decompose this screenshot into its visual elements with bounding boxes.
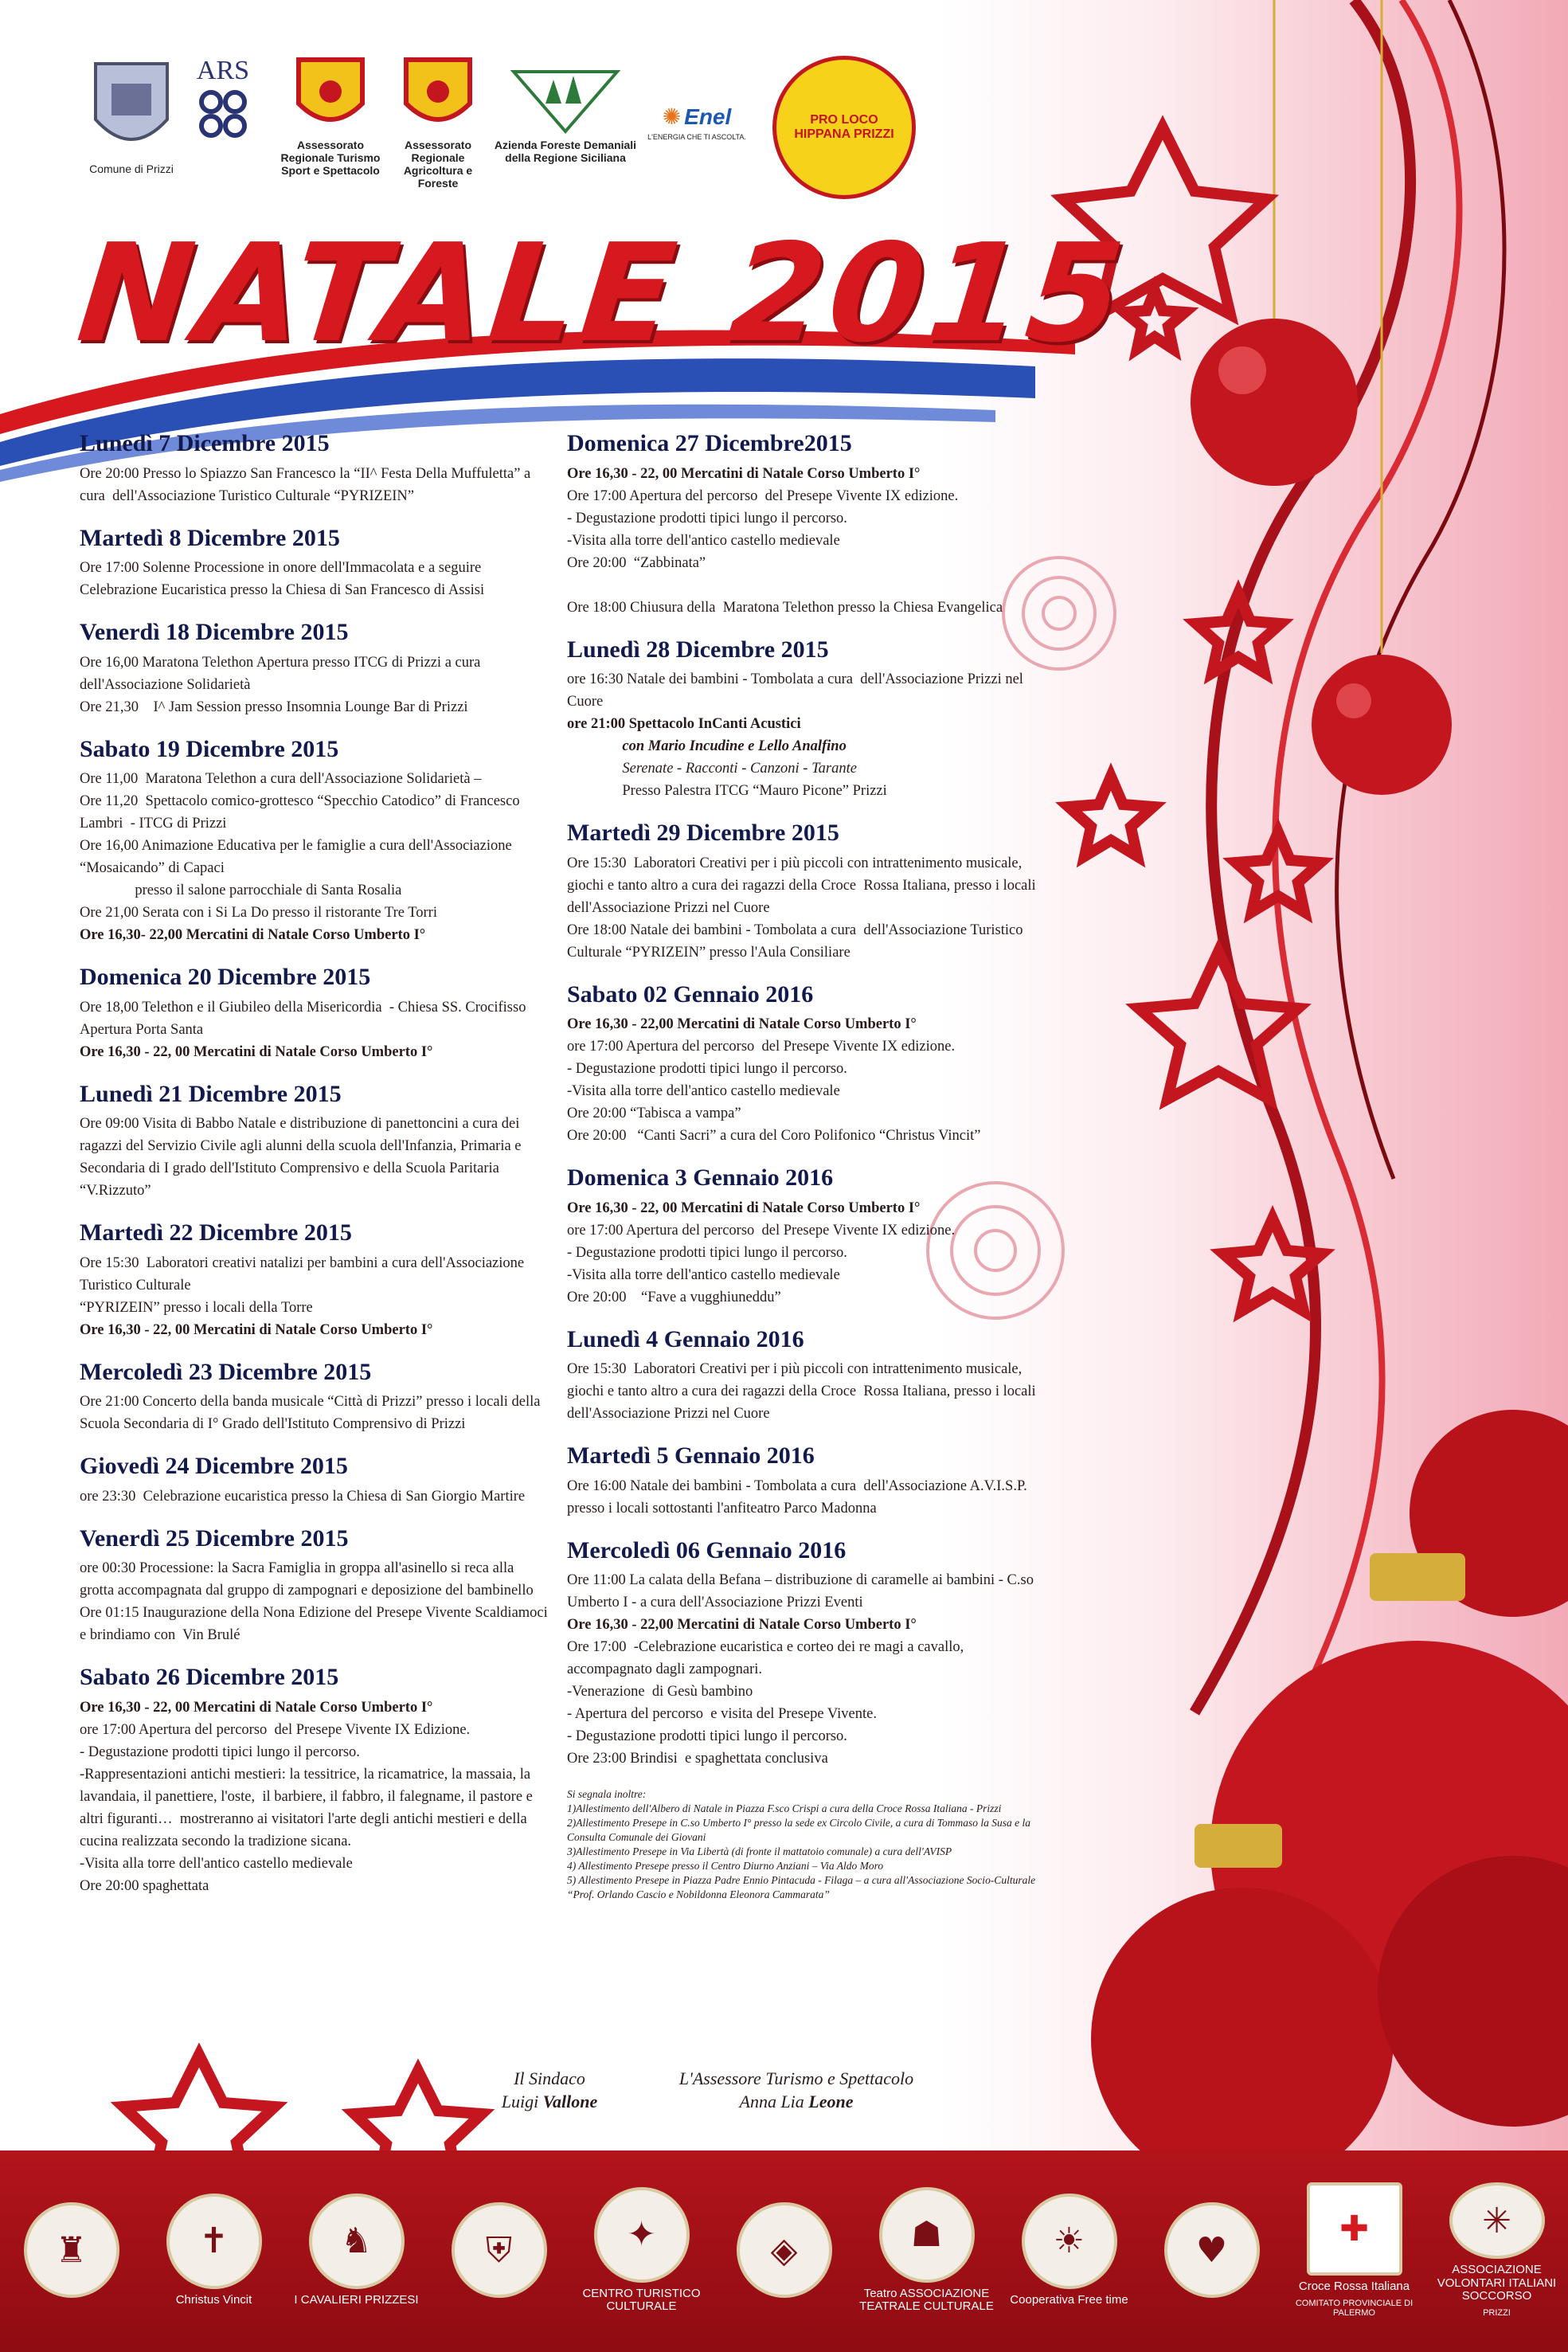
enel-icon: ✺ Enel (662, 104, 732, 130)
day-heading: Lunedì 4 Gennaio 2016 (567, 1325, 804, 1352)
note-item: 2)Allestimento Presepe in C.so Umberto I° presso la sede ex Circolo Civile, a cura di Tommaso la Susa e la Consulta Comunale dei Giovani (567, 1817, 1030, 1843)
event-line: Ore 16,30 - 22, 00 Mercatini di Natale Corso Umberto I° (80, 1321, 433, 1338)
event-line: - Degustazione prodotti tipici lungo il percorso. (567, 510, 847, 526)
event-line: Ore 21,30 I^ Jam Session presso Insomnia Lounge Bar di Prizzi (80, 699, 468, 715)
comune-di-prizzi-logo: Comune di Prizzi (72, 56, 191, 175)
day-block (567, 1326, 1045, 1426)
notes-list (567, 1802, 1045, 1902)
sicily-trinacria-icon (402, 56, 474, 135)
day-heading: Venerdì 18 Dicembre 2015 (80, 619, 349, 645)
event-line: Serenate - Racconti - Canzoni - Tarante (567, 761, 857, 777)
event-line: -Rappresentazioni antichi mestieri: la tessitrice, la ricamatrice, la massaia, la lavandaia, il panettiere, l'oste, il barbiere, il fabbro, il falegname, il pastore e altri figuranti… mostreranno ai visitatori l'arte degli antichi mestieri e della cucina realizzata secondo la tradizione sicana. (80, 1766, 537, 1849)
group-photo-icon: ♜ (24, 2202, 119, 2298)
event-line: Ore 20:00 spaghettata (80, 1877, 209, 1894)
event-line: -Visita alla torre dell'antico castello medievale (567, 532, 840, 549)
day-heading: Sabato 02 Gennaio 2016 (567, 980, 814, 1008)
assessorato-turismo-logo: Assessorato Regionale Turismo Sport e Spettacolo (275, 56, 386, 177)
shield-icon: ⛨ (452, 2202, 547, 2298)
day-heading: Lunedì 21 Dicembre 2015 (80, 1080, 342, 1107)
event-line: Ore 20:00 Presso lo Spiazzo San Francesco la “II^ Festa Della Muffuletta” a cura dell'Associazione Turistico Culturale “PYRIZEIN” (80, 465, 534, 504)
footer-logo (285, 2182, 428, 2318)
enel-logo: ✺ Enel L'ENERGIA CHE TI ASCOLTA. (647, 104, 746, 141)
event-line: Ore 16:00 Natale dei bambini - Tombolata a cura dell'Associazione A.V.I.S.P. presso i locali sottostanti l'anfiteatro Parco Madonna (567, 1477, 1035, 1516)
event-line: ore 21:00 Spettacolo InCanti Acustici (567, 716, 801, 732)
day-block (80, 1664, 549, 1897)
event-line: Ore 17:00 -Celebrazione eucaristica e corteo dei re magi a cavallo, accompagnato dagli zampognari. (567, 1639, 968, 1677)
footer-logo (855, 2182, 998, 2318)
footer-logo-subcaption: COMITATO PROVINCIALE DI PALERMO (1295, 2298, 1414, 2318)
footer-logo-caption: CENTRO TURISTICO CULTURALE (582, 2286, 701, 2313)
day-block (80, 525, 549, 602)
horse-icon: ♞ (309, 2194, 405, 2289)
event-line: -Visita alla torre dell'antico castello medievale (567, 1266, 840, 1283)
day-block (80, 619, 549, 718)
day-block (80, 1219, 549, 1341)
footer-logo-subcaption: PRIZZI (1483, 2307, 1511, 2318)
mayor-signature: Il Sindaco Luigi Vallone (501, 2068, 598, 2111)
choir-icon: ✝ (166, 2194, 262, 2289)
event-line: - Degustazione prodotti tipici lungo il percorso. (567, 1061, 847, 1077)
ars-icon: ARS (191, 56, 255, 142)
tourism-icon: ✦ (594, 2187, 690, 2283)
event-line: “PYRIZEIN” presso i locali della Torre (80, 1299, 313, 1316)
footer-logo (570, 2182, 713, 2318)
footer-logo-strip (0, 2182, 1568, 2326)
bauble (1312, 655, 1452, 795)
day-heading: Mercoledì 23 Dicembre 2015 (80, 1358, 372, 1385)
event-line: Ore 20:00 “Canti Sacri” a cura del Coro Polifonico “Christus Vincit” (567, 1128, 981, 1144)
azienda-foreste-logo: Azienda Foreste Demaniali della Regione Siciliana (494, 56, 637, 164)
header-logo-strip (64, 56, 1019, 199)
day-block (567, 820, 1045, 964)
footer-logo (713, 2182, 855, 2318)
event-line: Ore 18:00 Natale dei bambini - Tombolata a cura dell'Associazione Turistico Culturale “PYRIZEIN” presso l'Aula Consiliare (567, 922, 1027, 961)
right-days (567, 430, 1045, 1770)
day-block (80, 736, 549, 947)
footer-logo (0, 2182, 143, 2318)
day-block (80, 1524, 552, 1647)
event-line: Ore 20:00 “Zabbinata” (567, 554, 706, 571)
footer-logo-caption: Croce Rossa Italiana (1298, 2280, 1410, 2294)
event-line: Ore 16,30 - 22, 00 Mercatini di Natale Corso Umberto I° (80, 1699, 433, 1716)
assessor-signature: L'Assessore Turismo e Spettacolo Anna Lia Leone (678, 2068, 914, 2111)
event-line: -Venerazione di Gesù bambino (567, 1684, 753, 1700)
event-line: ore 17:00 Apertura del percorso del Presepe Vivente IX edizione. (567, 1039, 956, 1055)
event-line: Ore 23:00 Brindisi e spaghettata conclusiva (567, 1751, 828, 1767)
day-block (80, 1453, 549, 1508)
day-heading: Venerdì 25 Dicembre 2015 (80, 1524, 349, 1552)
event-line: Ore 09:00 Visita di Babbo Natale e distribuzione di panettoncini a cura dei ragazzi del Servizio Civile agli alunni della scuola dell'Infanzia, Primaria e Secondaria di I grado dell'Istituto Comprensivo e della Scuola Paritaria “V.Rizzuto” (80, 1116, 526, 1199)
event-line: ore 00:30 Processione: la Sacra Famiglia in groppa all'asinello si reca alla grotta accompagnata dal gruppo di zampognari e deposizione del bambinello (80, 1560, 534, 1599)
day-heading: Martedì 22 Dicembre 2015 (80, 1219, 352, 1246)
notes-heading: Si segnala inoltre: (567, 1788, 647, 1800)
event-line: Ore 16,30 - 22,00 Mercatini di Natale Corso Umberto I° (567, 1617, 917, 1633)
day-heading: Martedì 8 Dicembre 2015 (80, 524, 340, 551)
day-heading: Giovedì 24 Dicembre 2015 (80, 1453, 348, 1479)
event-line: Ore 16,00 Maratona Telethon Apertura presso ITCG di Prizzi a cura dell'Associazione Solidarietà (80, 654, 484, 693)
pro-loco-icon: PRO LOCO HIPPANA PRIZZI (772, 56, 916, 199)
day-heading: Domenica 3 Gennaio 2016 (567, 1164, 834, 1191)
pro-loco-logo (764, 56, 924, 199)
note-item: 1)Allestimento dell'Albero di Natale in Piazza F.sco Crispi a cura della Croce Rossa Italiana - Prizzi (567, 1802, 1002, 1814)
event-line: Ore 21:00 Concerto della banda musicale “Città di Prizzi” presso i locali della Scuola Secondaria di I° Grado dell'Istituto Comprensivo di Prizzi (80, 1394, 545, 1432)
red-cross-icon: ✚ (1307, 2182, 1402, 2276)
event-line: Ore 16,30 - 22,00 Mercatini di Natale Corso Umberto I° (567, 1016, 917, 1032)
sicily-map-icon: ◈ (737, 2202, 832, 2298)
day-heading: Domenica 27 Dicembre2015 (567, 430, 852, 456)
day-block (80, 964, 549, 1063)
right-event-column (567, 430, 1045, 1902)
note-item: 3)Allestimento Presepe in Via Libertà (di fronte il mattatoio comunale) a cura dell'AVISP (567, 1845, 952, 1857)
event-line: - Degustazione prodotti tipici lungo il percorso. (567, 1244, 847, 1261)
footer-logo (998, 2182, 1140, 2318)
event-line: - Degustazione prodotti tipici lungo il percorso. (567, 1728, 847, 1744)
event-line: Ore 18:00 Chiusura della Maratona Telethon presso la Chiesa Evangelica (567, 599, 1003, 616)
event-line: Ore 20:00 “Fave a vugghiuneddu” (567, 1289, 781, 1305)
day-heading: Martedì 29 Dicembre 2015 (567, 820, 839, 846)
footer-logo (1140, 2182, 1283, 2318)
event-line: Ore 20:00 “Tabisca a vampa” (567, 1106, 741, 1121)
footer-logo (143, 2182, 285, 2318)
event-line: Presso Palestra ITCG “Mauro Picone” Prizzi (567, 783, 887, 799)
heart-icon: ♥ (1164, 2202, 1260, 2298)
event-line: con Mario Incudine e Lello Analfino (567, 738, 847, 754)
event-line: Ore 16,30 - 22, 00 Mercatini di Natale Corso Umberto I° (80, 1043, 433, 1060)
event-line: ore 17:00 Apertura del percorso del Presepe Vivente IX Edizione. (80, 1721, 471, 1738)
bauble (1191, 319, 1358, 486)
event-line: Ore 11,20 Spettacolo comico-grottesco “Specchio Catodico” di Francesco Lambri - ITCG di Prizzi (80, 793, 524, 832)
event-line: Ore 18,00 Telethon e il Giubileo della Misericordia - Chiesa SS. Crocifisso Apertura Porta Santa (80, 999, 530, 1038)
footer-logo-caption: Christus Vincit (175, 2292, 252, 2307)
event-line: Ore 16,30- 22,00 Mercatini di Natale Corso Umberto I° (80, 927, 426, 943)
event-line: Ore 01:15 Inaugurazione della Nona Edizione del Presepe Vivente Scaldiamoci e brindiamo con Vin Brulé (80, 1605, 552, 1643)
event-line: -Visita alla torre dell'antico castello medievale (80, 1855, 353, 1872)
event-line: Ore 17:00 Apertura del percorso del Presepe Vivente IX edizione. (567, 487, 959, 504)
day-heading: Sabato 19 Dicembre 2015 (80, 735, 339, 762)
day-heading: Lunedì 28 Dicembre 2015 (567, 636, 829, 663)
event-line: Ore 21,00 Serata con i Si La Do presso il ristorante Tre Torri (80, 905, 437, 921)
footer-logo-caption: I CAVALIERI PRIZZESI (294, 2292, 419, 2307)
coat-of-arms-icon (88, 56, 175, 159)
day-heading: Sabato 26 Dicembre 2015 (80, 1664, 339, 1690)
notes-box (567, 1787, 1045, 1902)
day-block (567, 1537, 1045, 1771)
note-item: 4) Allestimento Presepe presso il Centro Diurno Anziani – Via Aldo Moro (567, 1860, 884, 1872)
event-line: ore 17:00 Apertura del percorso del Presepe Vivente IX edizione. (567, 1222, 956, 1239)
day-heading: Mercoledì 06 Gennaio 2016 (567, 1536, 847, 1563)
page-title: NATALE 2015 (71, 215, 1136, 373)
footer-logo (1283, 2182, 1425, 2318)
event-line: Ore 16,30 - 22, 00 Mercatini di Natale Corso Umberto I° (567, 1199, 921, 1216)
event-line: Ore 11:00 La calata della Befana – distribuzione di caramelle ai bambini - C.so Umberto I - a cura dell'Associazione Prizzi Eventi (567, 1572, 1038, 1610)
day-heading: Martedì 5 Gennaio 2016 (567, 1442, 815, 1469)
event-line (567, 574, 1045, 597)
event-line: Ore 15:30 Laboratori Creativi per i più piccoli con intrattenimento musicale, giochi e tanto altro a cura dei ragazzi della Croce Rossa Italiana, presso i locali dell'Associazione Prizzi nel Cuore (567, 855, 1040, 916)
event-line: Ore 15:30 Laboratori creativi natalizi per bambini a cura dell'Associazione Turistico Culturale (80, 1254, 528, 1293)
footer-logo-caption: Cooperativa Free time (1010, 2292, 1128, 2307)
footer-logo (1425, 2182, 1568, 2318)
day-block (567, 1442, 1045, 1520)
footer-logo-caption: ASSOCIAZIONE VOLONTARI ITALIANI SOCCORSO (1437, 2263, 1557, 2303)
assessorato-agricoltura-logo: Assessorato Regionale Agricoltura e Foreste (382, 56, 494, 190)
day-block (80, 430, 549, 507)
free-time-icon: ☀ (1022, 2194, 1117, 2289)
event-line: presso il salone parrocchiale di Santa Rosalia (80, 882, 402, 898)
day-heading: Lunedì 7 Dicembre 2015 (80, 430, 330, 456)
event-line: ore 23:30 Celebrazione eucaristica presso la Chiesa di San Giorgio Martire (80, 1488, 526, 1505)
left-event-column (80, 430, 552, 1915)
event-line: -Visita alla torre dell'antico castello medievale (567, 1083, 840, 1099)
event-line: Ore 11,00 Maratona Telethon a cura dell'Associazione Solidarietà – (80, 771, 482, 787)
day-block (567, 636, 1045, 803)
event-line: - Degustazione prodotti tipici lungo il percorso. (80, 1743, 360, 1760)
event-line: - Apertura del percorso e visita del Presepe Vivente. (567, 1706, 877, 1722)
event-line: Ore 16,00 Animazione Educativa per le famiglie a cura dell'Associazione “Mosaicando” di Capaci (80, 838, 516, 876)
day-block (80, 1081, 549, 1203)
event-line: ore 16:30 Natale dei bambini - Tombolata a cura dell'Associazione Prizzi nel Cuore (567, 671, 1027, 710)
star-of-life-icon: ✳ (1449, 2182, 1545, 2259)
day-block (567, 981, 1045, 1148)
bauble (1091, 1888, 1394, 2190)
sicily-trinacria-icon (295, 56, 366, 135)
note-item: 5) Allestimento Presepe in Piazza Padre Ennio Pintacuda - Filaga – a cura all'Associazione Socio-Culturale “Prof. Orlando Cascio e Nobildonna Eleonora Cammarata” (567, 1874, 1036, 1900)
event-line: Ore 15:30 Laboratori Creativi per i più piccoli con intrattenimento musicale, giochi e tanto altro a cura dei ragazzi della Croce Rossa Italiana, presso i locali dell'Associazione Prizzi nel Cuore (567, 1361, 1040, 1422)
footer-logo (428, 2182, 570, 2318)
event-line: Ore 16,30 - 22, 00 Mercatini di Natale Corso Umberto I° (567, 465, 921, 482)
day-block (567, 430, 1045, 619)
day-block (80, 1359, 549, 1436)
forest-icon (506, 56, 625, 135)
ars-logo (183, 56, 263, 142)
footer-logo-caption: Teatro ASSOCIAZIONE TEATRALE CULTURALE (859, 2286, 994, 2313)
theatre-icon: ☗ (879, 2187, 975, 2283)
day-heading: Domenica 20 Dicembre 2015 (80, 964, 371, 990)
event-line: Ore 17:00 Solenne Processione in onore dell'Immacolata e a seguire Celebrazione Eucaristica presso la Chiesa di San Francesco di Assisi (80, 560, 485, 598)
day-block (567, 1164, 1045, 1309)
